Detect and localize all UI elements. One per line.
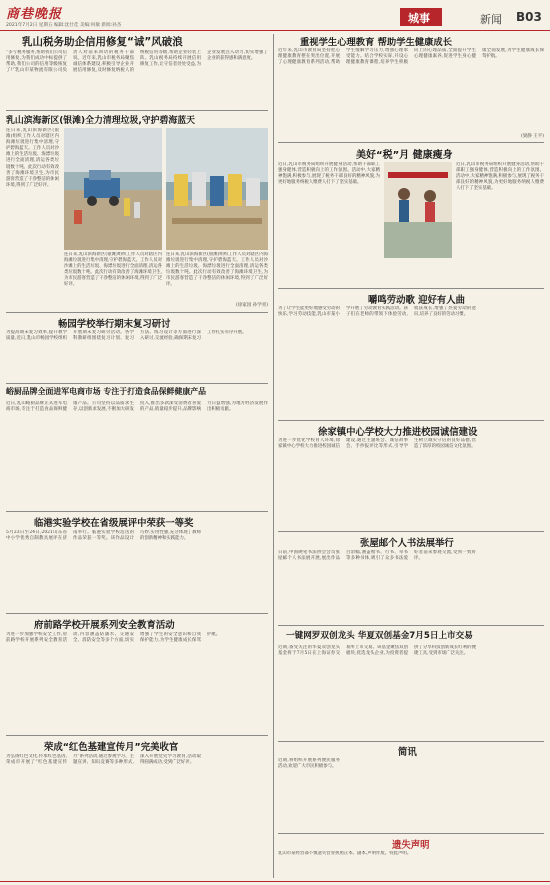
article-title: 遗失声明	[392, 840, 430, 851]
article-title: 一键网罗双创龙头 华夏双创基金7月5日上市交易	[286, 631, 473, 641]
article-title: 重视学生心理教育 帮助学生健康成长	[300, 37, 452, 48]
beach-cleanup-photo-2	[166, 128, 268, 250]
divider	[278, 142, 544, 143]
masthead	[0, 0, 550, 30]
article-body: 为弘扬红色文化,传承红色基因,荣成市开展了“红色基建宣传月”系列活动,通过参观学习、主题宣讲、知识竞赛等多种形式,深入开展党史学习教育,活动取得圆满成功,受到广泛好评。	[6, 754, 201, 766]
category-label: 新闻	[480, 13, 502, 26]
article-body: 日前,中国硬笔书法协会会员张屋邮个人书法展开展,展出作品百余幅,涵盖楷书、行书、草书等多种书体,吸引了众多书法爱好者前来参观交流,受到一致好评。	[278, 550, 476, 562]
article-title: 乳山滨海新区(银滩)全力清理垃圾,守护碧海蓝天	[6, 116, 195, 126]
section-label: 城事	[408, 12, 430, 25]
article-title: 张屋邮个人书法展举行	[360, 538, 454, 549]
divider	[6, 383, 268, 384]
article-body: “多亏税务服务,帮助我们公司信用修复,为我们成功中标提供了帮助,我们公司的信用等级恢复了!”乳山市某物流有限公司负责人对前来回访的税务干部说。近年来,乳山市税务局聚焦诚信体系建设,积极引导企业开展信用修复,及时修复纳税人的纳税信用等级,帮助企业轻装上阵。乳山税务局持续开展信用修复工作,让守信者处处受益,为企业发展注入动力,切实增强了企业的获得感和满意度。	[6, 50, 268, 74]
article-body: 5月23日至24日,2021山东省中小学优秀自制教具展评在济南举行。临港实验学校选送的作品荣获一等奖。该作品设计巧妙,实用性强,充分体现了教师的创新精神和实践能力。	[6, 530, 201, 542]
article-title: 嚼鸣劳动歌 迎好有人曲	[368, 295, 466, 306]
article-title: 荣成“红色基建宣传月”完美收官	[44, 742, 179, 753]
divider	[278, 288, 544, 289]
article-title: 简讯	[398, 747, 417, 758]
article-body: 近日,乳山市税务局组织开展健身活动,帮助干部职工强身健体,营造积极向上的工作氛围。活动中,大家精神饱满,积极参与,展现了税务干部良好的精神风貌,为更好地服务纳税人缴费人打下了坚实基础。	[278, 162, 380, 186]
newspaper-logo: 商巷晚报	[6, 7, 63, 22]
article-body-cont: 近日,乳山市税务局组织开展健身活动,帮助干部职工强身健体,营造积极向上的工作氛围。活动中,大家精神饱满,积极参与,展现了税务干部良好的精神风貌,为更好地服务纳税人缴费人打下了坚实基础。	[456, 162, 544, 192]
article-title: 峪厨品牌全面进军电商市场 专注于打造食品保鲜健康产品	[6, 387, 207, 396]
section-badge	[400, 8, 442, 26]
article-body: 为进一步优化学校育人环境,徐家镇中心学校大力推进校园诚信建设,通过主题班会、诚信故事会、手抄报评比等形式,引导学生树立诚实守信的良好品德,营造了浓厚的校园诚信文化氛围。	[278, 438, 476, 450]
article-body: 连日来,乳山滨海新区(银滩)组织工作人员对辖区内海滩垃圾进行集中清理,守护碧海蓝天。工作人员对沙滩上的生活垃圾、海漂垃圾进行全面清理,清运各类垃圾数十吨。此次行动有效改善了海滩环境卫生,为市民游客营造了干净整洁的休闲环境,得到了广泛好评。	[6, 128, 59, 188]
footer-rule	[0, 881, 550, 882]
divider	[278, 531, 544, 532]
article-title: 畅园学校举行期末复习研讨	[58, 319, 171, 330]
divider	[278, 625, 544, 626]
article-title: 美好“税”月 健康瘦身	[356, 150, 453, 161]
article-title: 临港实验学校在省级展评中荣获一等奖	[34, 518, 194, 529]
article-body-cont: 连日来,乳山滨海新区(银滩)组织工作人员对辖区内海滩垃圾进行集中清理,守护碧海蓝天。工作人员对沙滩上的生活垃圾、海漂垃圾进行全面清理,清运各类垃圾数十吨。此次行动有效改善了海滩环境卫生,为市民游客营造了干净整洁的休闲环境,得到了广泛好评。	[166, 252, 268, 288]
fitness-activity-photo	[384, 162, 452, 258]
article-body: 近期,将组织开展系列便民服务活动,欢迎广大市民积极参与。	[278, 758, 340, 770]
article-body: 为进一步加强学校安全工作,府前路学校开展系列安全教育活动,内容涵盖防溺水、交通安全、消防安全等多个方面,切实增强了学生的安全意识和自我保护能力,为学生健康成长保驾护航。	[6, 632, 221, 644]
divider	[6, 511, 268, 512]
article-title: 徐家镇中心学校大力推进校园诚信建设	[318, 427, 478, 438]
divider	[278, 741, 544, 742]
article-body: 为了让学生能更好地感受劳动的快乐,学习劳动技能,乳山市某小学开展了劳动教育实践活动。孩子们在老师的带领下体验劳动,收获成长,增强了热爱劳动的意识,培养了良好的劳动习惯。	[278, 306, 476, 318]
article-title: 府前路学校开展系列安全教育活动	[34, 620, 175, 631]
column-separator	[273, 34, 274, 878]
divider	[278, 833, 544, 834]
article-body: 乳山市某经营部不慎遗失营业执照正本、副本,声明作废。特此声明。	[278, 851, 412, 856]
article-body: 为提高期末复习效率,提升教学质量,近日,乳山市畅园学校组织开展期末复习研讨活动。各学科教研组围绕复习计划、复习方法、练习设计等方面进行深入研讨,交流经验,确保期末复习工作扎实有序开展。	[6, 330, 247, 342]
divider	[6, 613, 268, 614]
masthead-rule	[0, 30, 550, 31]
dateline: 2021年7月2日 星期五 编辑:沈仕佳 美编:何敏 新闻:孙杰	[6, 23, 122, 28]
article-body: 近期,备受关注的华夏双创龙头基金将于7月5日在上海证券交易所上市交易。该基金聚焦双创板块,优选龙头企业,为投资者提供了分享科技创新成长红利的便捷工具,受到市场广泛关注。	[278, 645, 476, 657]
article-body: 近日,乳山峪厨品牌正式进军电商市场,专注于打造食品保鲜健康产品。公司坚持以品质求生存,以创新求发展,不断加大研发投入,推出多款深受消费者喜爱的产品,销量稳步提升,品牌影响力日益增强,为地方经济发展作出积极贡献。	[6, 401, 268, 413]
divider	[6, 735, 268, 736]
article-body-cont: 连日来,乳山滨海新区(银滩)组织工作人员对辖区内海滩垃圾进行集中清理,守护碧海蓝天。工作人员对沙滩上的生活垃圾、海漂垃圾进行全面清理,清运各类垃圾数十吨。此次行动有效改善了海滩环境卫生,为市民游客营造了干净整洁的休闲环境,得到了广泛好评。	[64, 252, 162, 288]
page-number: B03	[516, 10, 542, 24]
byline: (梁静 王平)	[521, 134, 544, 139]
photo-credit: (徐家园 孙学青)	[236, 303, 268, 308]
divider	[278, 420, 544, 421]
beach-cleanup-photo-1	[64, 128, 162, 250]
article-title: 乳山税务助企信用修复“诚”风破浪	[22, 36, 183, 48]
article-body: 近年来,乳山市教育局坚持把心理健康教育摆在突出位置,开展了心理健康教育系列活动,帮助学生缓解学习压力,增强心理承受能力。结合学校实际,开设心理健康教育课程,培养学生积极向上的心理品质,全面提升学生心理健康素养,促进学生身心健康全面发展,为学生健康成长保驾护航。	[278, 48, 544, 66]
divider	[6, 312, 268, 313]
divider	[6, 110, 268, 111]
